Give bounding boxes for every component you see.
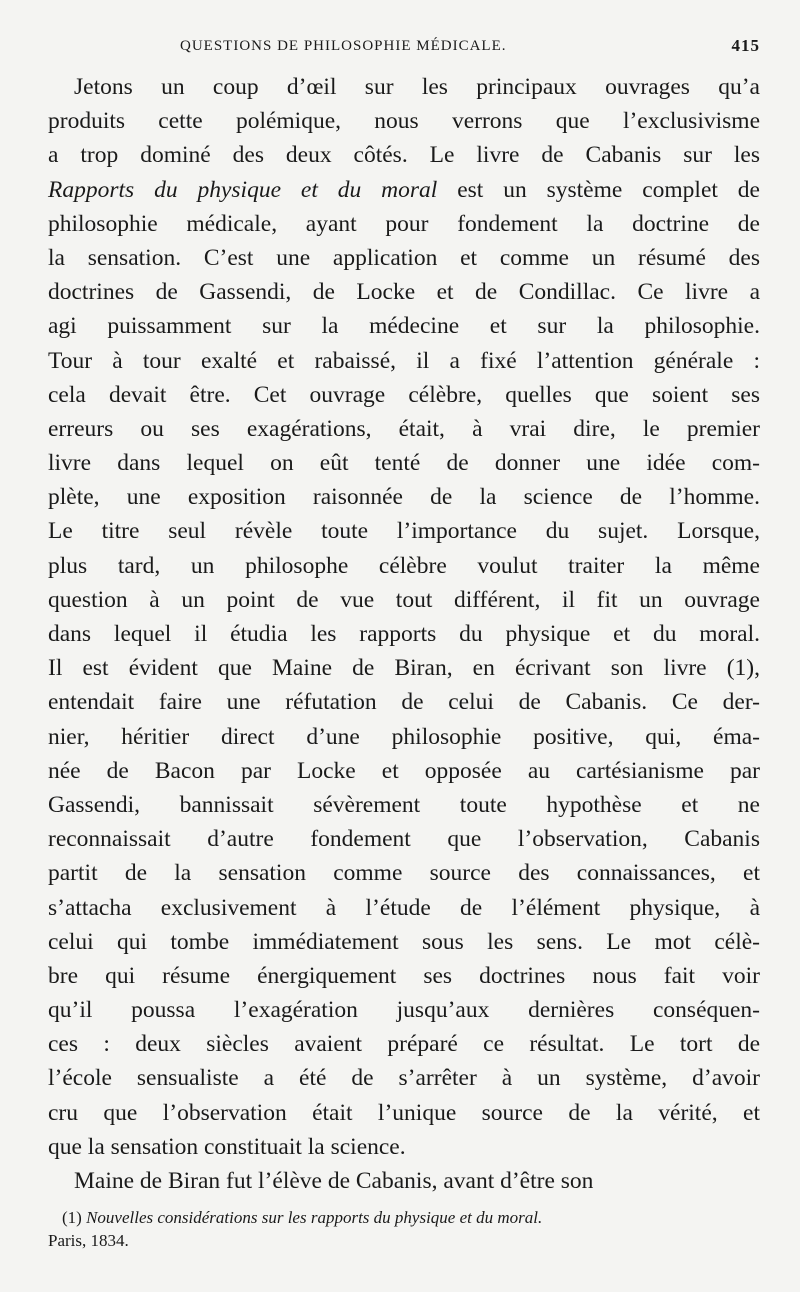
text-line: reconnaissait d’autre fondement que l’observation, Cabanis <box>48 826 760 853</box>
text-line <box>48 173 760 207</box>
text-line: s’attacha exclusivement à l’étude de l’élément physique, à <box>48 894 760 921</box>
footnote-line <box>48 1206 760 1229</box>
text-line: Gassendi, bannissait sévèrement toute hypothèse et ne <box>48 791 760 818</box>
text-line: Maine de Biran fut l’élève de Cabanis, avant d’être son <box>74 1168 594 1194</box>
text-line: cela devait être. Cet ouvrage célèbre, quelles que soient ses <box>48 381 760 408</box>
text-line: philosophie médicale, ayant pour fondement la doctrine de <box>48 210 760 237</box>
text-line: produits cette polémique, nous verrons que l’exclusivisme <box>48 108 760 135</box>
running-header <box>48 34 760 62</box>
text-line: ces : deux siècles avaient préparé ce résultat. Le tort de <box>48 1031 760 1058</box>
text-line: erreurs ou ses exagérations, était, à vrai dire, le premier <box>48 415 760 442</box>
text-line: a trop dominé des deux côtés. Le livre de Cabanis sur les <box>48 142 760 169</box>
text-line: née de Bacon par Locke et opposée au cartésianisme par <box>48 757 760 784</box>
italic-title: Rapports du physique et du moral <box>48 176 438 203</box>
text-line: plus tard, un philosophe célèbre voulut traiter la même <box>48 552 760 579</box>
footnote-title: Nouvelles considérations sur les rapports du physique et du moral. <box>86 1208 543 1227</box>
text-line: livre dans lequel on eût tenté de donner une idée com- <box>48 450 760 477</box>
text-line: bre qui résume énergiquement ses doctrines nous fait voir <box>48 962 760 989</box>
text-line: celui qui tombe immédiatement sous les sens. Le mot célè- <box>48 928 760 955</box>
body-text <box>48 70 760 1198</box>
text-line: que la sensation constituait la science. <box>48 1133 406 1160</box>
text-line: partit de la sensation comme source des connaissances, et <box>48 860 760 887</box>
text-run: est un système complet de <box>437 176 760 203</box>
text-line: question à un point de vue tout différent, il fit un ouvrage <box>48 586 760 613</box>
footnote-marker: (1) <box>62 1208 82 1227</box>
text-line: Le titre seul révèle toute l’importance du sujet. Lorsque, <box>48 518 760 545</box>
text-line: entendait faire une réfutation de celui de Cabanis. Ce der- <box>48 689 760 716</box>
text-line: Il est évident que Maine de Biran, en écrivant son livre (1), <box>48 655 760 682</box>
text-line: cru que l’observation était l’unique source de la vérité, et <box>48 1099 760 1126</box>
text-line: doctrines de Gassendi, de Locke et de Condillac. Ce livre a <box>48 279 760 306</box>
page-number: 415 <box>731 36 760 55</box>
text-line: la sensation. C’est une application et comme un résumé des <box>48 244 760 271</box>
running-title: QUESTIONS DE PHILOSOPHIE MÉDICALE. <box>180 38 507 54</box>
text-line: Tour à tour exalté et rabaissé, il a fixé l’attention générale : <box>48 347 760 374</box>
text-line: plète, une exposition raisonnée de la science de l’homme. <box>48 484 760 511</box>
text-line: agi puissamment sur la médecine et sur la philosophie. <box>48 313 760 340</box>
text-line: Jetons un coup d’œil sur les principaux ouvrages qu’a <box>74 74 760 100</box>
text-line: qu’il poussa l’exagération jusqu’aux dernières conséquen- <box>48 997 760 1024</box>
footnote <box>48 1206 760 1252</box>
text-line: nier, héritier direct d’une philosophie positive, qui, éma- <box>48 723 760 750</box>
text-line: dans lequel il étudia les rapports du physique et du moral. <box>48 621 760 647</box>
footnote-line: Paris, 1834. <box>48 1231 129 1250</box>
text-line: l’école sensualiste a été de s’arrêter à un système, d’avoir <box>48 1065 760 1092</box>
